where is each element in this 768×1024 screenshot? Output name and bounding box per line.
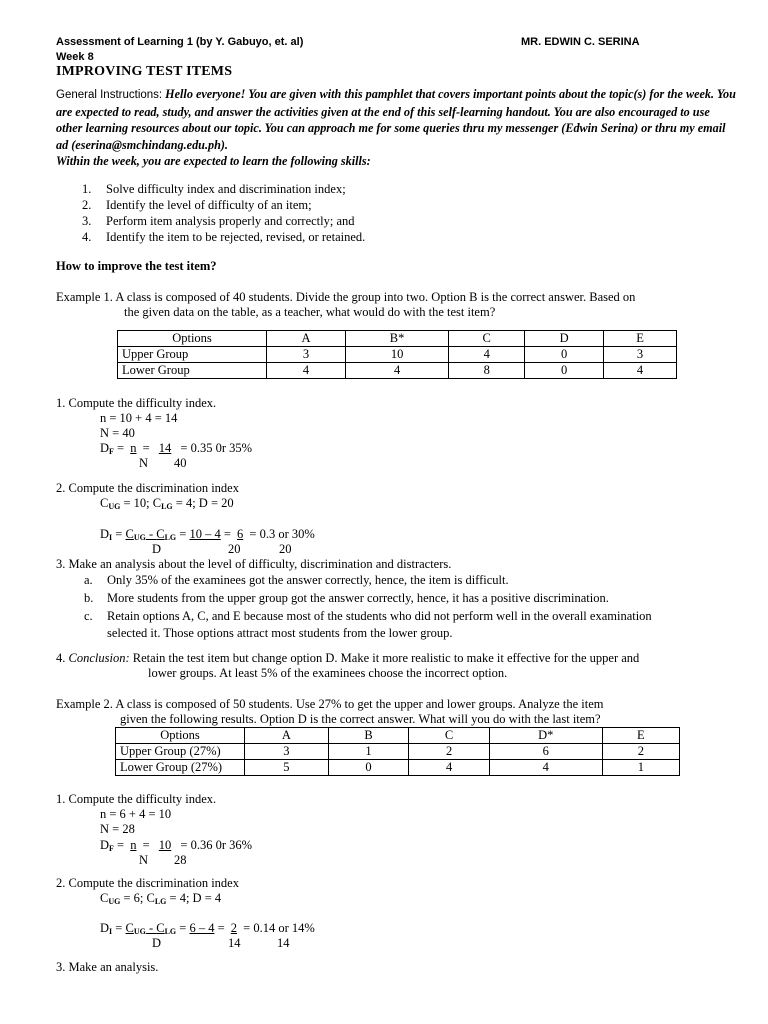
conclusion: 4. Conclusion: Retain the test item but change option D. Make it more realistic to make it effective for the upper and <box>56 651 640 665</box>
skills-list <box>82 181 365 245</box>
ex2-df-den1: N <box>139 853 149 867</box>
ex1-cug-line: $C_{UG} = 10$; $C_{LG} = 4$; D = 20 <box>100 496 234 511</box>
ex1-df-den1: N <box>139 456 149 470</box>
ex1-df-den2: 40 <box>174 456 187 470</box>
table-row: Lower Group 4 4 8 0 4 <box>118 363 677 379</box>
analysis-letter: a. <box>84 573 93 587</box>
ex1-N-line: N = 40 <box>100 426 135 440</box>
ex1-discrimination-formula: $D_I = C_{UG} - C_{LG} = 10 - 4 = 6 = 0.3$ or 30% <box>100 527 315 542</box>
ex1-difficulty-formula: $D_F = n = 14 = 0.35$ 0r 35% <box>100 441 253 456</box>
conclusion-line2: lower groups. At least 5% of the examinees choose the incorrect option. <box>148 666 508 680</box>
ex2-discrimination-formula: $D_I = C_{UG} - C_{LG} = 6 - 4 = 2 = 0.14$ or 14% <box>100 921 315 936</box>
ex2-di-den3: 14 <box>277 936 290 950</box>
ex2-di-den1: D <box>152 936 162 950</box>
ex1-di-den2: 20 <box>228 542 241 556</box>
list-item: 4. Identify the item to be rejected, revised, or retained. <box>82 230 366 244</box>
week-label: Week 8 <box>56 51 94 63</box>
instructions-label: General Instructions: <box>56 89 163 101</box>
instructions-text: Hello everyone! You are given with this pamphlet that covers important points about the topic(s) for the week. You are expected to read, study, and answer the activities given at the end of this self-learning handout. You are also encouraged to use other learning resources about our topic. You can approach me for some queries thru my messenger (Edwin Serina) or thru my email ad (eserina@smchindang.edu.ph). <box>56 87 736 152</box>
analysis-letter: c. <box>84 609 93 623</box>
example2-line1: Example 2. A class is composed of 50 students. Use 27% to get the upper and lower groups. Analyze the item <box>56 697 604 711</box>
ex2-N-line: N = 28 <box>100 822 135 836</box>
example1-line1: Example 1. A class is composed of 40 students. Divide the group into two. Option B is the correct answer. Based on <box>56 290 636 304</box>
ex2-di-den2: 14 <box>228 936 241 950</box>
ex1-di-den3: 20 <box>279 542 292 556</box>
analysis-letter: b. <box>84 591 94 605</box>
ex1-step2: 2. Compute the discrimination index <box>56 481 239 495</box>
analysis-b: More students from the upper group got the answer correctly, hence, it has a positive discrimination. <box>107 591 609 605</box>
list-item: 2. Identify the level of difficulty of an item; <box>82 198 312 212</box>
ex1-di-den1: D <box>152 542 162 556</box>
list-item: 1. Solve difficulty index and discrimination index; <box>82 182 346 196</box>
example2-table <box>115 727 680 776</box>
course-title: Assessment of Learning 1 (by Y. Gabuyo, et. al) <box>56 36 304 48</box>
list-item: 3. Perform item analysis properly and correctly; and <box>82 214 355 228</box>
teacher-name: MR. EDWIN C. SERINA <box>521 36 640 48</box>
ex1-step1: 1. Compute the difficulty index. <box>56 396 217 410</box>
analysis-a: Only 35% of the examinees got the answer correctly, hence, the item is difficult. <box>107 573 509 587</box>
page-title: IMPROVING TEST ITEMS <box>56 64 233 79</box>
ex2-step2: 2. Compute the discrimination index <box>56 876 239 890</box>
table-row: Lower Group (27%) 5 0 4 4 1 <box>116 760 680 776</box>
example1-table <box>117 330 677 379</box>
example2-line2: given the following results. Option D is the correct answer. What will you do with the last item? <box>120 712 601 726</box>
table-row: Options A B* C D E <box>118 331 677 347</box>
ex2-step1: 1. Compute the difficulty index. <box>56 792 217 806</box>
skills-intro: Within the week, you are expected to learn the following skills: <box>56 154 371 169</box>
analysis-c-line2: selected it. Those options attract most students from the lower group. <box>107 626 453 640</box>
example1-line2: the given data on the table, as a teacher, what would do with the test item? <box>124 305 496 319</box>
ex1-n-line: n = 10 + 4 = 14 <box>100 411 178 425</box>
ex2-n-line: n = 6 + 4 = 10 <box>100 807 172 821</box>
general-instructions <box>56 86 736 170</box>
ex2-cug-line: $C_{UG} = 6$; $C_{LG} = 4$; D = 4 <box>100 891 222 906</box>
table-row: Upper Group (27%) 3 1 2 6 2 <box>116 744 680 760</box>
ex2-df-den2: 28 <box>174 853 187 867</box>
ex1-step3: 3. Make an analysis about the level of difficulty, discrimination and distracters. <box>56 557 452 571</box>
analysis-c-line1: Retain options A, C, and E because most of the students who did not perform well in the overall examination <box>107 609 652 623</box>
ex2-step3: 3. Make an analysis. <box>56 960 159 974</box>
table-row: Upper Group 3 10 4 0 3 <box>118 347 677 363</box>
table-row: Options A B C D* E <box>116 728 680 744</box>
section-heading: How to improve the test item? <box>56 259 217 273</box>
ex2-difficulty-formula: $D_F = n = 10 = 0.36$ 0r 36% <box>100 838 253 853</box>
